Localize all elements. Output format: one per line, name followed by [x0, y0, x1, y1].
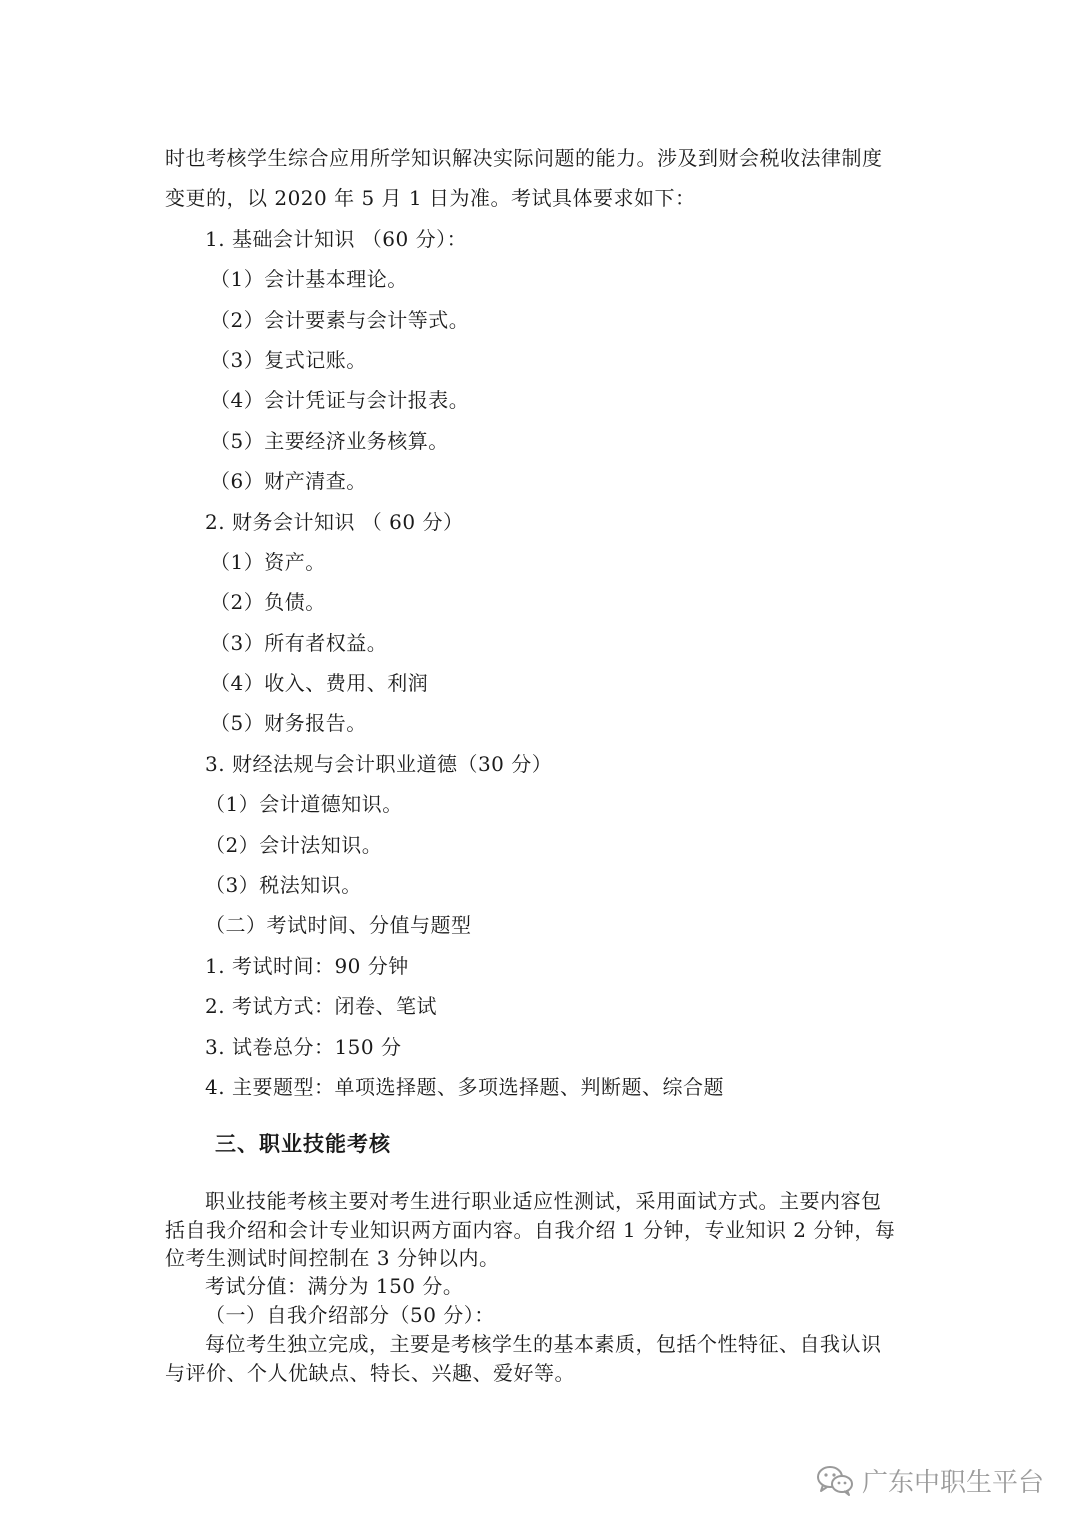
part3-sub1-line: 每位考生独立完成，主要是考核学生的基本素质，包括个性特征、自我认识: [205, 1332, 882, 1356]
section2-item: （1）资产。: [210, 550, 326, 574]
exam-info-item: 1. 考试时间：90 分钟: [205, 954, 409, 978]
section1-item: （6）财产清查。: [210, 469, 367, 493]
exam-info-item: 3. 试卷总分：150 分: [205, 1035, 402, 1059]
section1-item: （1）会计基本理论。: [210, 267, 408, 291]
part3-sub1-title: （一）自我介绍部分（50 分）：: [205, 1303, 495, 1327]
section2-item: （2）负债。: [210, 590, 326, 614]
section1-item: （3）复式记账。: [210, 348, 367, 372]
watermark-text: 广东中职生平台: [861, 1467, 1044, 1498]
wechat-icon: [816, 1464, 854, 1496]
section3-item: （3）税法知识。: [205, 873, 362, 897]
exam-info-title: （二）考试时间、分值与题型: [205, 913, 472, 937]
section1-item: （2）会计要素与会计等式。: [210, 308, 470, 332]
part3-paragraph-line: 位考生测试时间控制在 3 分钟以内。: [165, 1246, 500, 1270]
part3-sub1-line: 与评价、个人优缺点、特长、兴趣、爱好等。: [165, 1361, 575, 1385]
exam-info-item: 2. 考试方式：闭卷、笔试: [205, 994, 437, 1018]
section2-item: （3）所有者权益。: [210, 631, 388, 655]
part3-paragraph-line: 职业技能考核主要对考生进行职业适应性测试，采用面试方式。主要内容包: [205, 1189, 882, 1213]
section2-item: （5）财务报告。: [210, 711, 367, 735]
watermark: [816, 1460, 1044, 1500]
section1-title: 1. 基础会计知识 （60 分）：: [205, 227, 468, 251]
intro-line-1: 时也考核学生综合应用所学知识解决实际问题的能力。涉及到财会税收法律制度: [165, 146, 883, 170]
section2-item: （4）收入、费用、利润: [210, 671, 429, 695]
section2-title: 2. 财务会计知识 （ 60 分）: [205, 510, 464, 534]
part3-score: 考试分值：满分为 150 分。: [205, 1274, 464, 1298]
section1-item: （5）主要经济业务核算。: [210, 429, 449, 453]
exam-info-item: 4. 主要题型：单项选择题、多项选择题、判断题、综合题: [205, 1075, 724, 1099]
part3-heading: 三、职业技能考核: [215, 1132, 391, 1156]
section3-item: （2）会计法知识。: [205, 833, 383, 857]
section3-item: （1）会计道德知识。: [205, 792, 403, 816]
part3-paragraph-line: 括自我介绍和会计专业知识两方面内容。自我介绍 1 分钟，专业知识 2 分钟，每: [165, 1218, 896, 1242]
intro-line-2: 变更的，以 2020 年 5 月 1 日为准。考试具体要求如下：: [165, 186, 696, 210]
section1-item: （4）会计凭证与会计报表。: [210, 388, 470, 412]
section3-title: 3. 财经法规与会计职业道德（30 分）: [205, 752, 553, 776]
